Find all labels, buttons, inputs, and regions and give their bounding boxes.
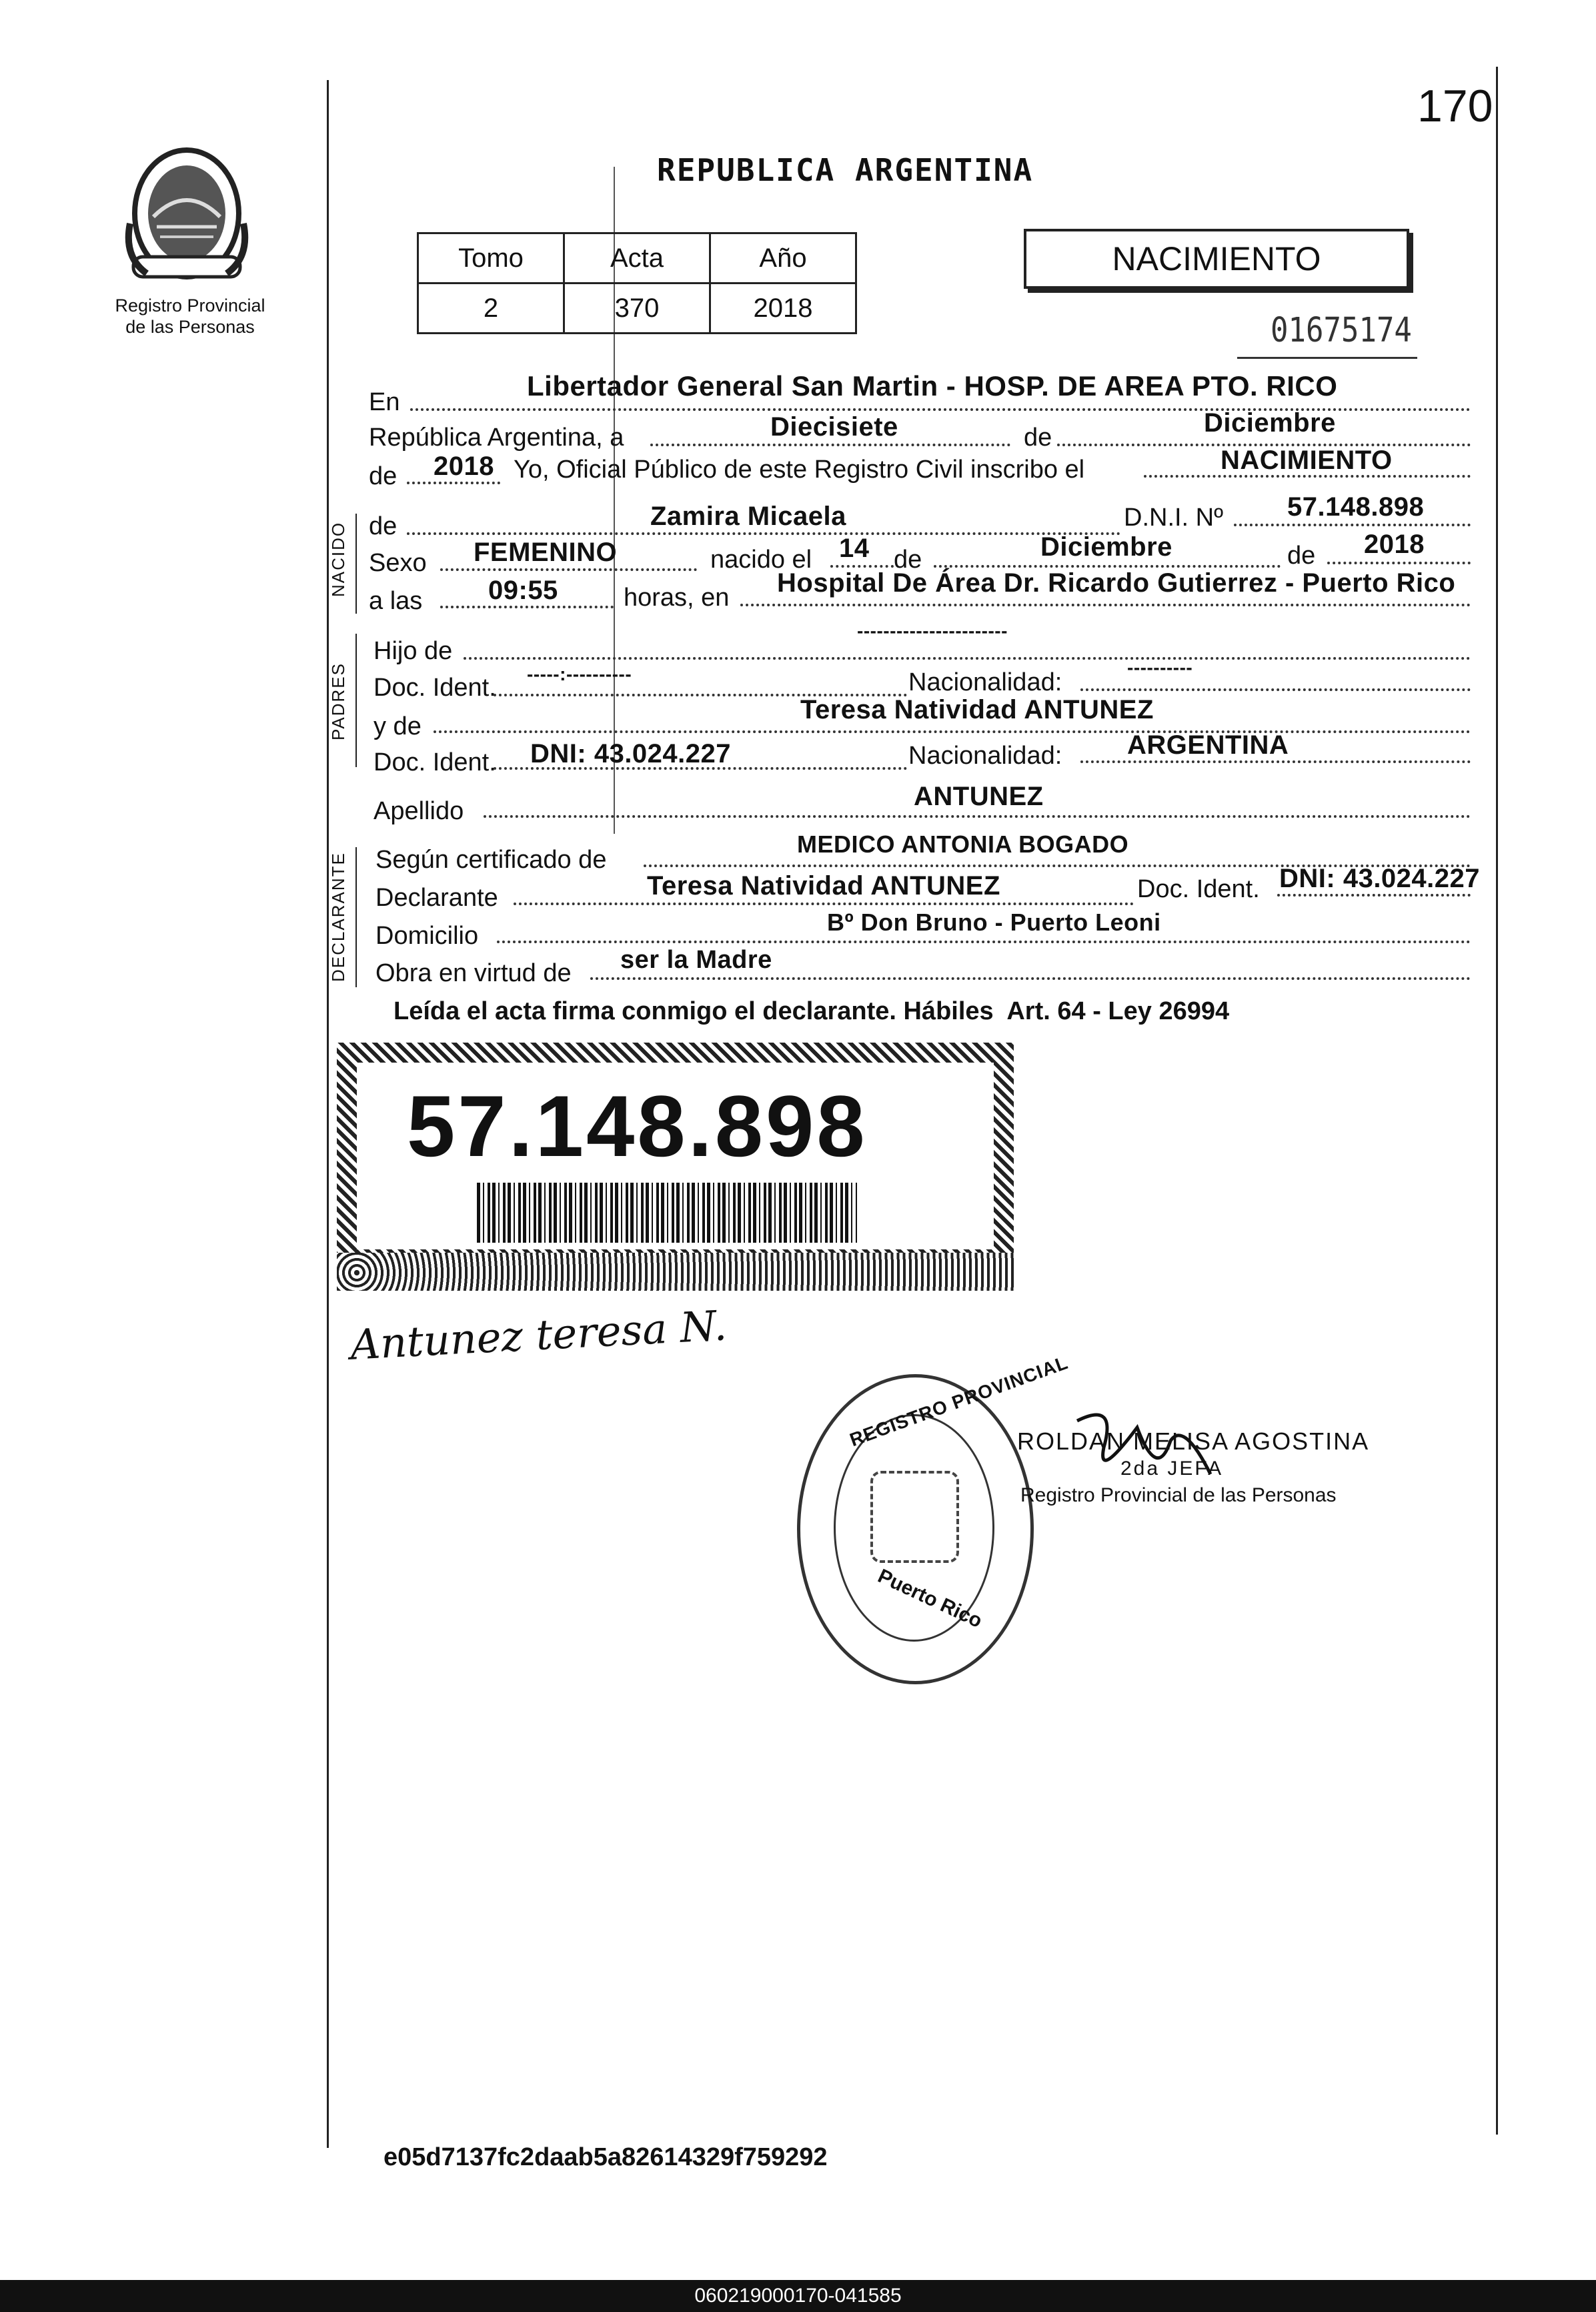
page-number: 170 — [1417, 81, 1493, 131]
left-margin-line — [327, 80, 329, 2148]
official-institution: Registro Provincial de las Personas — [1020, 1484, 1337, 1506]
header-ano: Año — [710, 233, 856, 283]
value-acta: 370 — [564, 283, 710, 334]
registry-month: Diciembre — [1204, 408, 1336, 438]
father-doc: -----:---------- — [527, 664, 632, 684]
stamp-text-bottom: Puerto Rico — [874, 1565, 986, 1633]
dni-box-bottom-pattern — [337, 1253, 1014, 1291]
father-doc-label: Doc. Ident. — [373, 674, 496, 702]
nacido-el-label: nacido el — [710, 546, 812, 574]
birth-registry-place: Libertador General San Martin - HOSP. DE AREA PTO. RICO — [527, 370, 1338, 402]
horas-label: horas, en — [624, 584, 730, 612]
serial-number: 01675174 — [1271, 311, 1412, 350]
doc-type-label: NACIMIENTO — [1112, 240, 1321, 277]
de-label-intro: de — [1024, 424, 1052, 452]
dni-box-inner — [357, 1063, 994, 1249]
registry-name-line2: de las Personas — [125, 317, 255, 337]
certificate-value: MEDICO ANTONIA BOGADO — [797, 830, 1129, 858]
dni-line — [1234, 524, 1471, 526]
birth-year-line — [1327, 562, 1471, 564]
year-line — [407, 482, 500, 484]
serial-underline — [1237, 357, 1417, 359]
stamp-seal-icon — [870, 1471, 959, 1563]
apellido-label: Apellido — [373, 797, 464, 825]
child-sex: FEMENINO — [474, 538, 618, 567]
registry-name-line1: Registro Provincial — [115, 296, 265, 316]
domicilio-value: Bº Don Bruno - Puerto Leoni — [827, 909, 1161, 936]
father-line — [464, 657, 1471, 660]
nacido-de-label: de — [369, 512, 397, 540]
birth-place: Hospital De Área Dr. Ricardo Gutierrez - Puerto Rico — [777, 568, 1456, 598]
name-line — [407, 532, 1120, 535]
birth-month: Diciembre — [1040, 532, 1172, 562]
misiones-logo — [120, 143, 253, 287]
declarante-doc: DNI: 43.024.227 — [1279, 864, 1481, 893]
bottom-bar — [0, 2280, 1596, 2312]
a-las-label: a las — [369, 587, 423, 615]
apellido-line — [484, 815, 1471, 818]
barcode — [477, 1183, 857, 1243]
mother-nationality-line — [1080, 760, 1471, 763]
record-table — [417, 232, 857, 334]
father-nationality: ---------- — [1127, 657, 1193, 678]
right-margin-line — [1496, 67, 1498, 2135]
registry-day: Diecisiete — [770, 412, 898, 442]
de-label-year: de — [369, 462, 397, 490]
father-name: ----------------------- — [857, 620, 1008, 641]
apellido-value: ANTUNEZ — [914, 782, 1044, 811]
header-acta: Acta — [564, 233, 710, 283]
dni-label: D.N.I. Nº — [1124, 504, 1223, 532]
value-ano: 2018 — [710, 283, 856, 334]
time-line — [440, 606, 614, 608]
bottom-code: 060219000170-041585 — [694, 2285, 902, 2307]
registry-year: 2018 — [434, 452, 494, 481]
sexo-label: Sexo — [369, 549, 427, 577]
birth-year: 2018 — [1364, 530, 1425, 559]
declarante-doc-line — [1277, 894, 1471, 897]
dni-box — [337, 1043, 1014, 1291]
en-label: En — [369, 388, 400, 416]
oficial-text: Yo, Oficial Público de este Registro Civil inscribo el — [514, 456, 1085, 484]
child-name: Zamira Micaela — [650, 502, 846, 531]
declarante-doc-label: Doc. Ident. — [1137, 875, 1260, 903]
domicilio-line — [497, 941, 1471, 943]
nacido-bracket — [355, 514, 357, 614]
birth-time: 09:55 — [488, 576, 558, 605]
y-de-label: y de — [373, 712, 422, 740]
header-tomo: Tomo — [418, 233, 564, 283]
birth-day-line — [830, 565, 894, 568]
act-type: NACIMIENTO — [1221, 446, 1393, 475]
republica-line — [650, 444, 1010, 446]
padres-section-label: PADRES — [328, 662, 348, 740]
value-tomo: 2 — [418, 283, 564, 334]
mother-nationality: ARGENTINA — [1127, 730, 1289, 760]
footer-note: Leída el acta firma conmigo el declarante. Hábiles Art. 64 - Ley 26994 — [393, 997, 1230, 1025]
de-label-birth-month: de — [894, 546, 922, 574]
segun-label: Según certificado de — [375, 846, 607, 874]
de-label-birth-year: de — [1287, 542, 1316, 570]
doc-type-box — [1024, 229, 1409, 289]
obra-value: ser la Madre — [620, 946, 772, 974]
declarante-signature: Antunez teresa N. — [349, 1301, 728, 1369]
mother-line — [434, 730, 1471, 733]
mother-doc-label: Doc. Ident. — [373, 748, 496, 776]
official-name: ROLDAN MELISA AGOSTINA — [1017, 1427, 1370, 1455]
child-dni: 57.148.898 — [1287, 492, 1425, 522]
nacido-section-label: NACIDO — [328, 521, 348, 597]
birth-place-line — [740, 604, 1471, 606]
dni-box-number: 57.148.898 — [407, 1077, 868, 1175]
obra-label: Obra en virtud de — [375, 959, 572, 987]
hijo-de-label: Hijo de — [373, 637, 453, 665]
official-title: 2da JEFA — [1120, 1458, 1224, 1480]
domicilio-label: Domicilio — [375, 922, 479, 950]
mother-name: Teresa Natividad ANTUNEZ — [800, 695, 1154, 724]
birth-day: 14 — [839, 534, 870, 563]
sexo-line — [440, 568, 697, 571]
declarante-bracket — [355, 847, 357, 987]
obra-line — [590, 977, 1471, 980]
country-title: REPUBLICA ARGENTINA — [657, 152, 1034, 188]
father-nationality-label: Nacionalidad: — [908, 668, 1062, 696]
republica-label: República Argentina, a — [369, 424, 624, 452]
stamp-text-top: REGISTRO PROVINCIAL — [846, 1351, 1071, 1451]
father-nationality-line — [1080, 688, 1471, 691]
declarante-line — [514, 903, 1134, 905]
declarante-label: Declarante — [375, 884, 498, 912]
declarante-name: Teresa Natividad ANTUNEZ — [647, 871, 1000, 901]
birth-month-line — [934, 565, 1281, 568]
mother-doc: DNI: 43.024.227 — [530, 739, 732, 768]
mother-nationality-label: Nacionalidad: — [908, 742, 1062, 770]
document-hash: e05d7137fc2daab5a82614329f759292 — [383, 2143, 828, 2171]
declarante-section-label: DECLARANTE — [328, 852, 348, 982]
padres-bracket — [355, 634, 357, 767]
